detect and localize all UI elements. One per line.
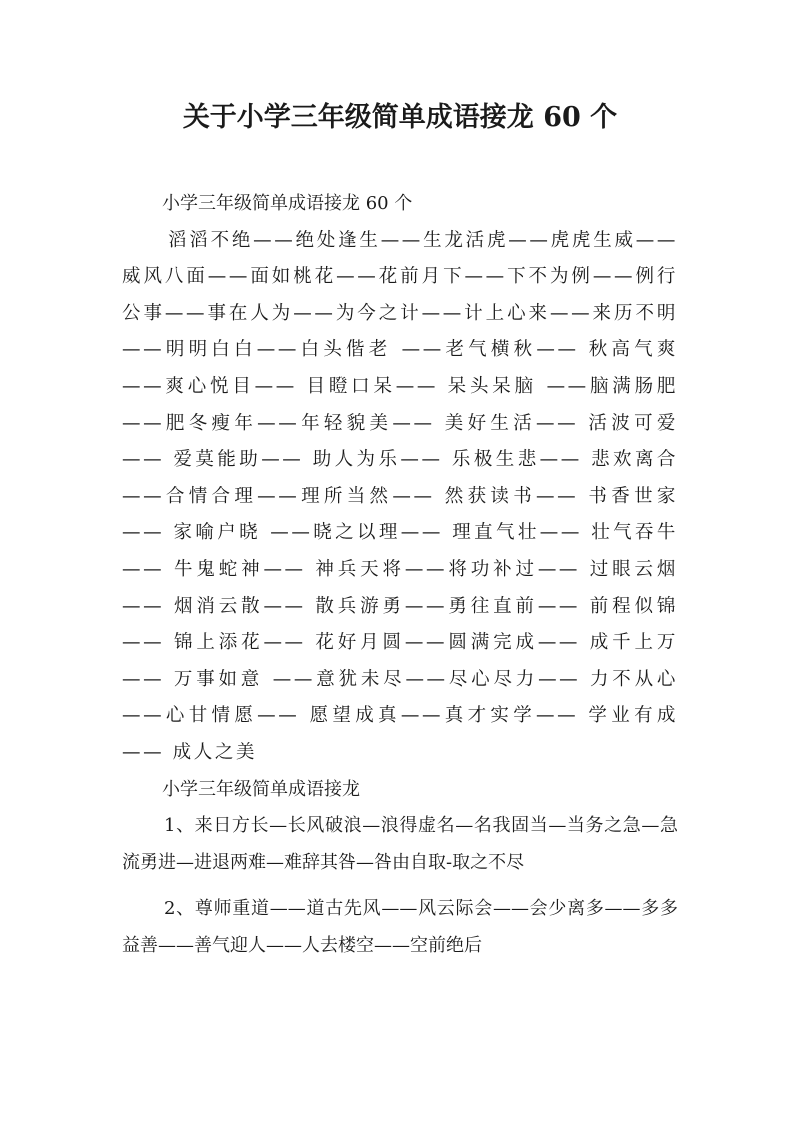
- section-heading: 小学三年级简单成语接龙 60 个: [162, 193, 413, 214]
- list-item: 2、尊师重道——道古先风——风云际会——会少离多——多多益善——善气迎人——人去楼空——空前绝后: [122, 898, 678, 956]
- idiom-chain-paragraph: 滔滔不绝——绝处逢生——生龙活虎——虎虎生威——威风八面——面如桃花——花前月下——下不为例——例行公事——事在人为——为今之计——计上心来——来历不明——明明白白——白头偕老 ——老气横秋—— 秋高气爽 ——爽心悦目—— 目瞪口呆—— 呆头呆脑 ——脑满肠肥 ——肥冬瘦年——年轻貌美—— 美好生活—— 活波可爱—— 爱莫能助—— 助人为乐—— 乐极生悲—— 悲欢离合——合情合理——理所当然—— 然获读书—— 书香世家—— 家喻户晓 ——晓之以理—— 理直气壮—— 壮气吞牛—— 牛鬼蛇神—— 神兵天将——将功补过—— 过眼云烟—— 烟消云散—— 散兵游勇——勇往直前—— 前程似锦—— 锦上添花—— 花好月圆——圆满完成—— 成千上万—— 万事如意 ——意犹未尽——尽心尽力—— 力不从心 ——心甘情愿—— 愿望成真——真才实学—— 学业有成—— 成人之美: [122, 229, 678, 763]
- document-title: 关于小学三年级简单成语接龙 60 个: [182, 102, 618, 133]
- section-heading: 小学三年级简单成语接龙: [162, 778, 360, 800]
- document-body: [122, 186, 678, 964]
- spacer: [122, 881, 678, 891]
- list-item: 1、来日方长—长风破浪—浪得虚名—名我固当—当务之急—急流勇进—进退两难—难辞其咎—咎由自取-取之不尽: [122, 815, 678, 873]
